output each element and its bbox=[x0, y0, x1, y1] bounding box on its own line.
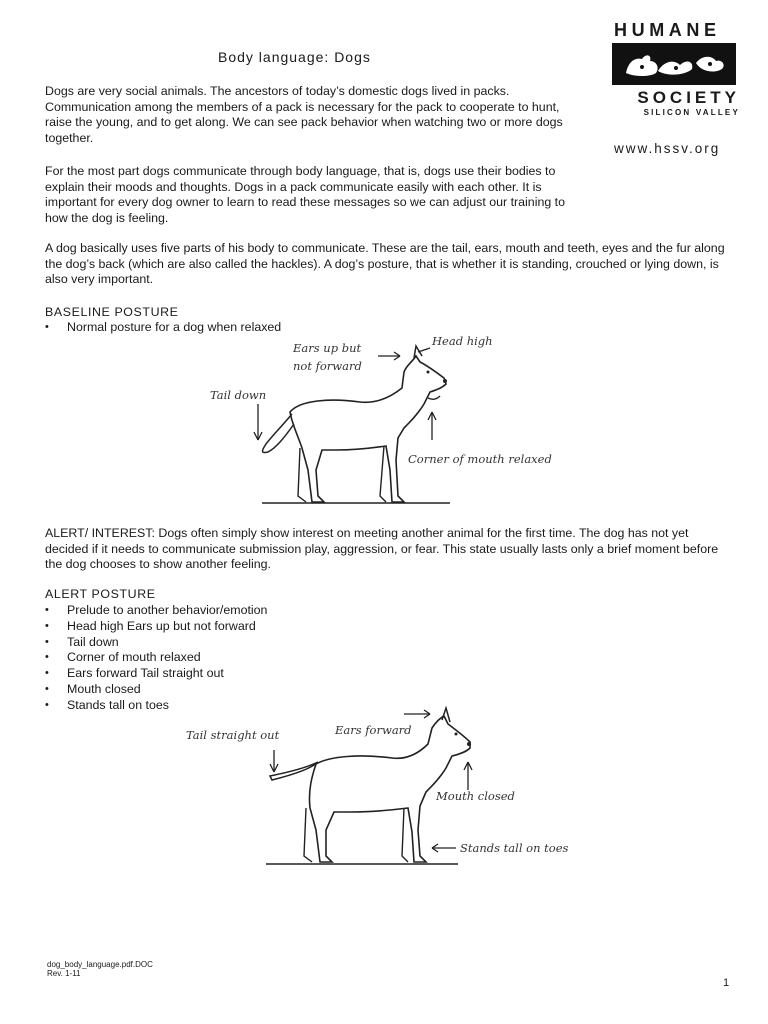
list-item: • Normal posture for a dog when relaxed bbox=[45, 320, 281, 336]
baseline-posture-heading: BASELINE POSTURE bbox=[45, 305, 179, 319]
list-item: • Head high Ears up but not forward bbox=[45, 619, 267, 635]
body-parts-paragraph: A dog basically uses five parts of his body to communicate. These are the tail, ears, mouth and teeth, eyes and the fur along the dog’s back (which are also called the hackles). A dog’s posture, that is whether it is standing, crouched or lying down, is also very important. bbox=[45, 241, 725, 287]
list-item: • Stands tall on toes bbox=[45, 698, 267, 714]
list-item: • Prelude to another behavior/emotion bbox=[45, 603, 267, 619]
logo-text-silicon-valley: SILICON VALLEY bbox=[643, 108, 740, 117]
logo-text-humane: HUMANE bbox=[614, 20, 721, 40]
website-url[interactable]: www.hssv.org bbox=[614, 141, 721, 156]
list-item: • Ears forward Tail straight out bbox=[45, 666, 267, 682]
stands-tall-label: Stands tall on toes bbox=[460, 841, 569, 855]
tail-down-label: Tail down bbox=[210, 388, 267, 402]
document-footer bbox=[47, 960, 153, 978]
list-item: • Corner of mouth relaxed bbox=[45, 650, 267, 666]
mouth-closed-label: Mouth closed bbox=[436, 789, 515, 803]
ears-up-label-line2: not forward bbox=[293, 359, 362, 373]
list-item: • Mouth closed bbox=[45, 682, 267, 698]
alert-interest-paragraph: ALERT/ INTEREST: Dogs often simply show interest on meeting another animal for the first time. The dog has not yet decided if it needs to communicate submission play, aggression, or fear. This state usually lasts only a brief moment before the dog chooses to show another feeling. bbox=[45, 526, 719, 572]
logo-text-society: SOCIETY bbox=[637, 88, 740, 107]
tail-straight-out-label: Tail straight out bbox=[186, 728, 280, 742]
ears-forward-label: Ears forward bbox=[335, 723, 412, 737]
alert-posture-heading: ALERT POSTURE bbox=[45, 587, 156, 601]
footer-revision: Rev. 1-11 bbox=[47, 969, 81, 978]
head-high-label: Head high bbox=[432, 334, 493, 348]
mouth-relaxed-label: Corner of mouth relaxed bbox=[408, 452, 552, 466]
page-number: 1 bbox=[723, 977, 730, 989]
intro-paragraph: Dogs are very social animals. The ancestors of today’s domestic dogs lived in packs. Communication among the members of a pack is necessary for the pack to cooperate to hunt, raise the young, and to get along. We can see pack behavior when watching two or more dogs together. bbox=[45, 84, 563, 145]
list-item: • Tail down bbox=[45, 635, 267, 651]
body-language-paragraph: For the most part dogs communicate through body language, that is, dogs use their bodies to explain their moods and thoughts. Dogs in a pack communicate easily with each other. It is important for every dog owner to learn to read these messages so we can adjust our training to how the dog is feeling. bbox=[45, 164, 566, 225]
page-title: Body language: Dogs bbox=[218, 49, 371, 65]
footer-filename: dog_body_language.pdf.DOC bbox=[47, 960, 153, 969]
ears-up-label-line1: Ears up but bbox=[293, 341, 362, 355]
